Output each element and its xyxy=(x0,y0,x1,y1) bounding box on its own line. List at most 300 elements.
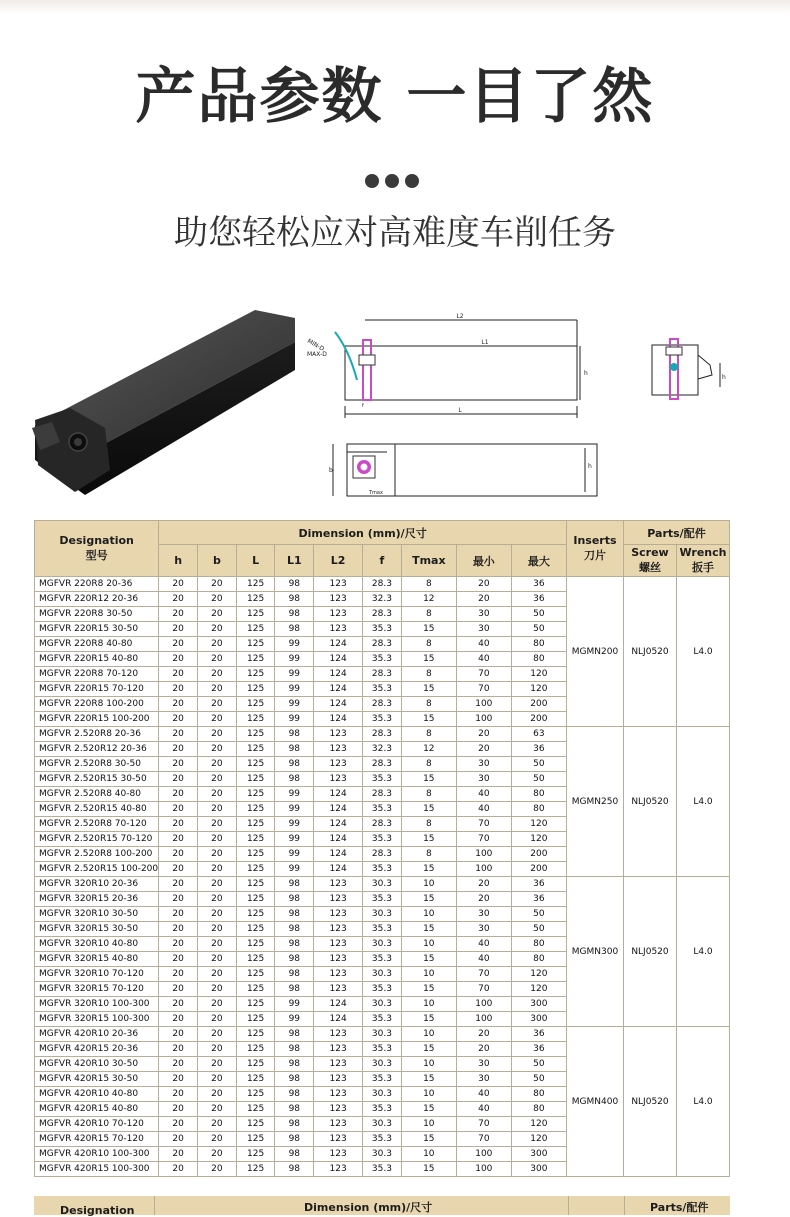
dimension-cell: 32.3 xyxy=(363,592,402,607)
dimension-cell: 8 xyxy=(401,757,456,772)
dimension-cell: 30.3 xyxy=(363,997,402,1012)
col-l1-header: L1 xyxy=(275,545,314,577)
dimension-cell: 8 xyxy=(401,817,456,832)
dimension-cell: 120 xyxy=(511,982,566,997)
parts-header: Parts/配件 xyxy=(623,521,729,545)
dimension-cell: 300 xyxy=(511,1162,566,1177)
dimension-cell: 124 xyxy=(314,652,363,667)
dimension-cell: 123 xyxy=(314,1117,363,1132)
dimension-cell: 125 xyxy=(236,637,275,652)
dimension-cell: 15 xyxy=(401,862,456,877)
dimension-cell: 125 xyxy=(236,727,275,742)
dimension-cell: 30.3 xyxy=(363,1087,402,1102)
table-row xyxy=(35,727,730,742)
dot-icon xyxy=(405,174,419,188)
dimension-cell: 20 xyxy=(198,592,237,607)
dimension-cell: 125 xyxy=(236,982,275,997)
dimension-cell: 30.3 xyxy=(363,877,402,892)
designation-cell: MGFVR 220R15 100-200 xyxy=(35,712,159,727)
dimension-cell: 35.3 xyxy=(363,652,402,667)
dimension-cell: 20 xyxy=(159,712,198,727)
dimension-cell: 123 xyxy=(314,592,363,607)
screw-cell: NLJ0520 xyxy=(623,577,676,727)
dimension-cell: 15 xyxy=(401,652,456,667)
designation-header-2: Designation xyxy=(60,1204,135,1217)
dimension-cell: 98 xyxy=(275,967,314,982)
dimension-cell: 124 xyxy=(314,1012,363,1027)
dimension-cell: 20 xyxy=(198,922,237,937)
dot-icon xyxy=(365,174,379,188)
dimension-cell: 98 xyxy=(275,1072,314,1087)
dimension-cell: 123 xyxy=(314,877,363,892)
dimension-cell: 124 xyxy=(314,697,363,712)
dimension-cell: 200 xyxy=(511,697,566,712)
col-max-header: 最大 xyxy=(511,545,566,577)
designation-cell: MGFVR 320R15 30-50 xyxy=(35,922,159,937)
dimension-cell: 20 xyxy=(198,637,237,652)
dimension-cell: 200 xyxy=(511,862,566,877)
dimension-cell: 123 xyxy=(314,1147,363,1162)
dimension-cell: 70 xyxy=(456,817,511,832)
b-label: b xyxy=(329,467,333,474)
dimension-cell: 125 xyxy=(236,847,275,862)
dimension-cell: 20 xyxy=(198,697,237,712)
dimension-cell: 20 xyxy=(159,832,198,847)
designation-cell: MGFVR 2.520R8 20-36 xyxy=(35,727,159,742)
designation-cell: MGFVR 320R10 40-80 xyxy=(35,937,159,952)
screw-cell: NLJ0520 xyxy=(623,1027,676,1177)
dimension-cell: 98 xyxy=(275,1162,314,1177)
designation-cell: MGFVR 2.520R8 40-80 xyxy=(35,787,159,802)
dimension-cell: 20 xyxy=(198,907,237,922)
dimension-cell: 70 xyxy=(456,1117,511,1132)
dimension-cell: 80 xyxy=(511,1087,566,1102)
designation-header: Designation 型号 xyxy=(35,521,159,577)
dimension-cell: 125 xyxy=(236,742,275,757)
dimension-cell: 20 xyxy=(159,922,198,937)
dimension-cell: 50 xyxy=(511,1057,566,1072)
dimension-cell: 98 xyxy=(275,907,314,922)
dimension-cell: 123 xyxy=(314,1132,363,1147)
dimension-cell: 124 xyxy=(314,997,363,1012)
dimension-cell: 100 xyxy=(456,997,511,1012)
tool-holder-photo xyxy=(30,300,300,500)
dimension-cell: 300 xyxy=(511,997,566,1012)
dimension-cell: 20 xyxy=(198,1102,237,1117)
dimension-cell: 300 xyxy=(511,1147,566,1162)
dimension-cell: 20 xyxy=(198,712,237,727)
wrench-cell: L4.0 xyxy=(676,727,729,877)
dimension-cell: 40 xyxy=(456,652,511,667)
col-f-header: f xyxy=(363,545,402,577)
dimension-cell: 98 xyxy=(275,577,314,592)
col-l-header: L xyxy=(236,545,275,577)
dimension-cell: 123 xyxy=(314,1042,363,1057)
designation-cell: MGFVR 320R15 70-120 xyxy=(35,982,159,997)
dimension-cell: 100 xyxy=(456,712,511,727)
dimension-cell: 98 xyxy=(275,877,314,892)
dimension-cell: 15 xyxy=(401,922,456,937)
dimension-cell: 123 xyxy=(314,607,363,622)
dimension-cell: 20 xyxy=(159,637,198,652)
dimension-cell: 100 xyxy=(456,847,511,862)
top-h-label: h xyxy=(588,463,592,470)
decorative-dots xyxy=(365,174,425,190)
dimension-cell: 20 xyxy=(456,577,511,592)
dimension-cell: 98 xyxy=(275,1042,314,1057)
dimension-cell: 99 xyxy=(275,862,314,877)
dimension-cell: 20 xyxy=(159,1132,198,1147)
dimension-cell: 20 xyxy=(198,787,237,802)
dimension-cell: 20 xyxy=(198,982,237,997)
designation-cell: MGFVR 220R8 20-36 xyxy=(35,577,159,592)
dimension-cell: 98 xyxy=(275,622,314,637)
dimension-cell: 123 xyxy=(314,742,363,757)
dimension-cell: 40 xyxy=(456,1102,511,1117)
designation-cell: MGFVR 220R8 30-50 xyxy=(35,607,159,622)
dimension-cell: 125 xyxy=(236,1102,275,1117)
dimension-cell: 125 xyxy=(236,1042,275,1057)
dimension-cell: 20 xyxy=(198,1057,237,1072)
dimension-cell: 20 xyxy=(159,892,198,907)
spec-table-body xyxy=(35,577,730,1177)
dimension-cell: 98 xyxy=(275,592,314,607)
insert-cell: MGMN400 xyxy=(566,1027,623,1177)
dimension-cell: 125 xyxy=(236,907,275,922)
dimension-cell: 125 xyxy=(236,937,275,952)
screw-cell: NLJ0520 xyxy=(623,877,676,1027)
dimension-cell: 35.3 xyxy=(363,1072,402,1087)
dimension-cell: 40 xyxy=(456,637,511,652)
designation-cell: MGFVR 2.520R8 30-50 xyxy=(35,757,159,772)
dimension-cell: 20 xyxy=(159,607,198,622)
dimension-cell: 36 xyxy=(511,1027,566,1042)
dimension-cell: 40 xyxy=(456,952,511,967)
dimension-cell: 30 xyxy=(456,607,511,622)
dimension-cell: 80 xyxy=(511,1102,566,1117)
dimension-cell: 125 xyxy=(236,1027,275,1042)
dimension-cell: 70 xyxy=(456,982,511,997)
dimension-cell: 10 xyxy=(401,1117,456,1132)
dimension-cell: 125 xyxy=(236,952,275,967)
dimension-cell: 36 xyxy=(511,742,566,757)
dimension-cell: 28.3 xyxy=(363,697,402,712)
dimension-cell: 123 xyxy=(314,967,363,982)
dimension-cell: 125 xyxy=(236,622,275,637)
dimension-cell: 36 xyxy=(511,592,566,607)
spec-table xyxy=(34,520,730,1177)
dimension-cell: 70 xyxy=(456,682,511,697)
dimension-cell: 120 xyxy=(511,667,566,682)
dimension-cell: 35.3 xyxy=(363,772,402,787)
next-table-header xyxy=(34,1196,730,1215)
dimension-cell: 30 xyxy=(456,922,511,937)
dimension-cell: 63 xyxy=(511,727,566,742)
dimension-cell: 99 xyxy=(275,682,314,697)
col-h-header: h xyxy=(159,545,198,577)
dimension-cell: 12 xyxy=(401,742,456,757)
designation-cell: MGFVR 2.520R15 40-80 xyxy=(35,802,159,817)
dimension-cell: 125 xyxy=(236,712,275,727)
dimension-cell: 125 xyxy=(236,592,275,607)
dimension-cell: 125 xyxy=(236,1147,275,1162)
dimension-cell: 28.3 xyxy=(363,757,402,772)
dimension-cell: 123 xyxy=(314,727,363,742)
dimension-cell: 120 xyxy=(511,832,566,847)
dimension-cell: 123 xyxy=(314,922,363,937)
dimension-cell: 123 xyxy=(314,1027,363,1042)
dimension-cell: 30 xyxy=(456,622,511,637)
dimension-cell: 20 xyxy=(159,1072,198,1087)
wrench-cell: L4.0 xyxy=(676,877,729,1027)
designation-cell: MGFVR 420R10 70-120 xyxy=(35,1117,159,1132)
wrench-cell: L4.0 xyxy=(676,1027,729,1177)
designation-cell: MGFVR 320R10 100-300 xyxy=(35,997,159,1012)
dimension-cell: 20 xyxy=(456,727,511,742)
designation-cell: MGFVR 420R15 40-80 xyxy=(35,1102,159,1117)
dimension-cell: 20 xyxy=(159,802,198,817)
dimension-cell: 30 xyxy=(456,907,511,922)
dimension-cell: 30.3 xyxy=(363,1057,402,1072)
dimension-cell: 20 xyxy=(159,1027,198,1042)
dimension-cell: 35.3 xyxy=(363,1012,402,1027)
dimension-cell: 98 xyxy=(275,607,314,622)
dimension-cell: 20 xyxy=(159,877,198,892)
dimension-cell: 98 xyxy=(275,1102,314,1117)
dimension-cell: 98 xyxy=(275,1057,314,1072)
dimension-cell: 10 xyxy=(401,937,456,952)
dimension-cell: 20 xyxy=(159,697,198,712)
dimension-cell: 80 xyxy=(511,652,566,667)
dimension-cell: 125 xyxy=(236,1012,275,1027)
dimension-cell: 10 xyxy=(401,877,456,892)
designation-cell: MGFVR 220R8 70-120 xyxy=(35,667,159,682)
dimension-cell: 125 xyxy=(236,697,275,712)
dimension-cell: 80 xyxy=(511,787,566,802)
dimension-cell: 98 xyxy=(275,1027,314,1042)
dimension-cell: 20 xyxy=(159,1162,198,1177)
insert-cell: MGMN300 xyxy=(566,877,623,1027)
dimension-cell: 124 xyxy=(314,832,363,847)
dimension-cell: 20 xyxy=(198,952,237,967)
dimension-cell: 8 xyxy=(401,607,456,622)
dimension-cell: 98 xyxy=(275,1087,314,1102)
dimension-cell: 10 xyxy=(401,1057,456,1072)
l-label: L xyxy=(458,407,462,414)
dimension-cell: 50 xyxy=(511,757,566,772)
dimension-cell: 98 xyxy=(275,952,314,967)
divider xyxy=(568,1196,569,1215)
dimension-cell: 28.3 xyxy=(363,667,402,682)
dimension-cell: 35.3 xyxy=(363,1102,402,1117)
dimension-cell: 30.3 xyxy=(363,907,402,922)
dimension-cell: 98 xyxy=(275,892,314,907)
dimension-cell: 124 xyxy=(314,862,363,877)
dimension-cell: 28.3 xyxy=(363,607,402,622)
dimension-cell: 20 xyxy=(198,862,237,877)
dimension-cell: 40 xyxy=(456,937,511,952)
dimension-cell: 120 xyxy=(511,1117,566,1132)
dimension-cell: 35.3 xyxy=(363,1162,402,1177)
dimension-cell: 8 xyxy=(401,667,456,682)
dimension-cell: 30 xyxy=(456,1072,511,1087)
col-l2-header: L2 xyxy=(314,545,363,577)
col-b-header: b xyxy=(198,545,237,577)
dimension-cell: 15 xyxy=(401,1042,456,1057)
designation-cell: MGFVR 320R10 70-120 xyxy=(35,967,159,982)
dimension-cell: 32.3 xyxy=(363,742,402,757)
dimension-cell: 99 xyxy=(275,1012,314,1027)
dimension-cell: 20 xyxy=(159,742,198,757)
designation-cell: MGFVR 320R15 20-36 xyxy=(35,892,159,907)
dimension-cell: 20 xyxy=(198,757,237,772)
dimension-cell: 20 xyxy=(159,1087,198,1102)
dimension-cell: 28.3 xyxy=(363,577,402,592)
dimension-cell: 125 xyxy=(236,772,275,787)
dimension-cell: 125 xyxy=(236,802,275,817)
dimension-cell: 35.3 xyxy=(363,922,402,937)
dimension-cell: 20 xyxy=(159,1042,198,1057)
dimension-cell: 20 xyxy=(198,1072,237,1087)
dimension-cell: 20 xyxy=(198,997,237,1012)
designation-cell: MGFVR 420R15 20-36 xyxy=(35,1042,159,1057)
dimension-cell: 20 xyxy=(159,727,198,742)
dimension-cell: 20 xyxy=(198,1027,237,1042)
dimension-cell: 99 xyxy=(275,712,314,727)
dimension-cell: 15 xyxy=(401,772,456,787)
dimension-cell: 125 xyxy=(236,877,275,892)
dimension-cell: 28.3 xyxy=(363,847,402,862)
dimension-cell: 15 xyxy=(401,682,456,697)
dimension-cell: 123 xyxy=(314,1102,363,1117)
dimension-cell: 70 xyxy=(456,667,511,682)
dimension-cell: 20 xyxy=(198,1012,237,1027)
dimension-cell: 98 xyxy=(275,1117,314,1132)
designation-cell: MGFVR 420R10 40-80 xyxy=(35,1087,159,1102)
dimension-cell: 40 xyxy=(456,1087,511,1102)
dimension-cell: 100 xyxy=(456,697,511,712)
dimension-cell: 123 xyxy=(314,907,363,922)
dimension-cell: 15 xyxy=(401,622,456,637)
dimension-cell: 15 xyxy=(401,1012,456,1027)
dimension-cell: 123 xyxy=(314,1072,363,1087)
dimension-cell: 15 xyxy=(401,1102,456,1117)
dimension-cell: 15 xyxy=(401,1072,456,1087)
dimension-cell: 30 xyxy=(456,772,511,787)
dimension-cell: 8 xyxy=(401,637,456,652)
designation-cell: MGFVR 220R15 70-120 xyxy=(35,682,159,697)
dimension-cell: 99 xyxy=(275,817,314,832)
designation-cell: MGFVR 420R15 70-120 xyxy=(35,1132,159,1147)
dimension-cell: 10 xyxy=(401,1027,456,1042)
table-row xyxy=(35,877,730,892)
dimension-cell: 10 xyxy=(401,967,456,982)
dimension-cell: 20 xyxy=(198,1042,237,1057)
dimension-cell: 123 xyxy=(314,982,363,997)
designation-cell: MGFVR 320R10 30-50 xyxy=(35,907,159,922)
dimension-cell: 15 xyxy=(401,802,456,817)
dimension-cell: 50 xyxy=(511,772,566,787)
dimension-cell: 20 xyxy=(159,817,198,832)
wrench-cell: L4.0 xyxy=(676,577,729,727)
min-d-label: MIN-D xyxy=(306,337,326,353)
dimension-cell: 98 xyxy=(275,922,314,937)
dimension-cell: 20 xyxy=(198,1147,237,1162)
designation-cell: MGFVR 2.520R8 100-200 xyxy=(35,847,159,862)
dimension-cell: 125 xyxy=(236,577,275,592)
dimension-cell: 20 xyxy=(456,892,511,907)
h-label: h xyxy=(584,370,588,377)
dimension-cell: 20 xyxy=(198,877,237,892)
dimension-cell: 35.3 xyxy=(363,952,402,967)
dimension-header-2: Dimension (mm)/尺寸 xyxy=(304,1201,433,1214)
insert-cell: MGMN250 xyxy=(566,727,623,877)
dimension-cell: 15 xyxy=(401,892,456,907)
dimension-cell: 28.3 xyxy=(363,637,402,652)
dimension-cell: 99 xyxy=(275,997,314,1012)
dimension-cell: 20 xyxy=(159,622,198,637)
designation-cell: MGFVR 220R8 100-200 xyxy=(35,697,159,712)
dimension-cell: 125 xyxy=(236,652,275,667)
designation-cell: MGFVR 420R10 100-300 xyxy=(35,1147,159,1162)
dimension-cell: 28.3 xyxy=(363,817,402,832)
dimension-cell: 100 xyxy=(456,1012,511,1027)
dimension-cell: 40 xyxy=(456,787,511,802)
dimension-cell: 20 xyxy=(198,832,237,847)
designation-cell: MGFVR 420R15 100-300 xyxy=(35,1162,159,1177)
dimension-cell: 20 xyxy=(159,652,198,667)
dimension-cell: 50 xyxy=(511,622,566,637)
table-row xyxy=(35,1027,730,1042)
dimension-cell: 20 xyxy=(198,577,237,592)
dimension-cell: 123 xyxy=(314,577,363,592)
dimension-cell: 123 xyxy=(314,757,363,772)
dimension-cell: 10 xyxy=(401,907,456,922)
dimension-cell: 50 xyxy=(511,1072,566,1087)
dimension-cell: 30.3 xyxy=(363,1027,402,1042)
dimension-cell: 98 xyxy=(275,742,314,757)
dimension-cell: 123 xyxy=(314,952,363,967)
designation-cell: MGFVR 2.520R12 20-36 xyxy=(35,742,159,757)
dimension-cell: 20 xyxy=(198,622,237,637)
dimension-cell: 20 xyxy=(159,952,198,967)
end-h-label: h xyxy=(722,374,726,381)
dimension-cell: 125 xyxy=(236,1057,275,1072)
dimension-cell: 20 xyxy=(159,1117,198,1132)
dimension-cell: 123 xyxy=(314,1087,363,1102)
dimension-cell: 12 xyxy=(401,592,456,607)
dimension-cell: 15 xyxy=(401,832,456,847)
dimension-cell: 15 xyxy=(401,1132,456,1147)
dimension-cell: 30.3 xyxy=(363,937,402,952)
dimension-cell: 36 xyxy=(511,877,566,892)
dimension-cell: 30.3 xyxy=(363,967,402,982)
dimension-cell: 10 xyxy=(401,997,456,1012)
dimension-cell: 125 xyxy=(236,922,275,937)
dimension-cell: 20 xyxy=(198,847,237,862)
dimension-cell: 20 xyxy=(159,982,198,997)
dimension-cell: 124 xyxy=(314,637,363,652)
dimension-cell: 125 xyxy=(236,862,275,877)
dimension-cell: 125 xyxy=(236,1117,275,1132)
dot-icon xyxy=(385,174,399,188)
side-view-drawing xyxy=(305,310,587,425)
dimension-cell: 125 xyxy=(236,817,275,832)
dimension-cell: 20 xyxy=(456,1042,511,1057)
screw-header: Screw 螺丝 xyxy=(623,545,676,577)
dimension-cell: 98 xyxy=(275,1147,314,1162)
dimension-cell: 20 xyxy=(198,817,237,832)
